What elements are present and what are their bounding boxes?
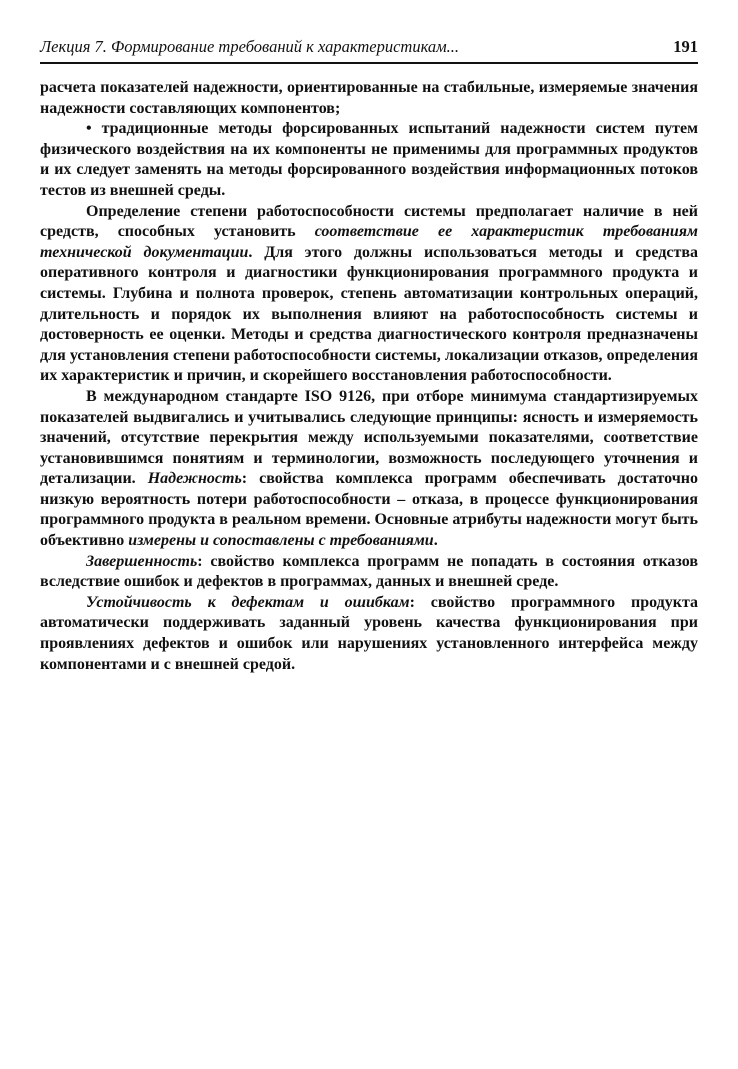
running-header (40, 32, 698, 64)
standard-name: ISO 9126 (304, 387, 372, 405)
emphasized-term: Надежность (147, 470, 242, 488)
running-header-title: Лекция 7. Формирование требований к характеристикам... (40, 37, 460, 56)
text-run: . Для этого должны использоваться методы и средства оперативного контроля и диагностики функционирования программного продукта и системы. Глубина и полнота проверок, степень автоматизации контрольных операций, длительность и порядок их выполнения влияют на работоспособность системы и достоверность ее оценки. Методы и средства диагностического контроля предназначены для установления степени работоспособности системы, локализации отказов, определения их характеристик и причин, и скорейшего восстановления работоспособности. (40, 243, 699, 385)
body-text (40, 78, 698, 675)
paragraph (40, 78, 698, 119)
emphasized-term: Устойчивость к дефектам и ошибкам (86, 593, 410, 611)
text-run: • традиционные методы форсированных испытаний надежности систем путем физического воздействия на их компоненты не применимы для программных продуктов и их следует заменять на методы форсированного воздействия информационных потоков тестов из внешней среды. (40, 120, 698, 199)
text-run: расчета показателей надежности, ориентированные на стабильные, измеряемые значения надежности составляющих компонентов; (40, 79, 698, 117)
emphasized-term: Завершенность (86, 552, 198, 570)
paragraph (40, 202, 698, 387)
text-run: . (433, 532, 438, 550)
paragraph (40, 387, 698, 552)
text-run: Определение степени работоспособности системы предполагает наличие в ней средств, способных установить (40, 202, 698, 241)
text-run: , при отборе минимума стандартизируемых показателей выдвигались и учитывались следующие принципы: ясность и измеряемость значений, отсутствие перекрытия между используемыми показателями, соответствие установившимся понятиям и терминологии, возможность последующего уточнения и детализации. (40, 387, 698, 488)
text-run: В международном стандарте (86, 387, 305, 405)
text-run: : свойство комплекса программ не попадать в состояния отказов вследствие ошибок и дефектов в программах, данных и внешней среде. (40, 552, 698, 591)
paragraph (40, 119, 698, 201)
page-number: 191 (673, 37, 698, 56)
paragraph (40, 552, 698, 593)
text-run: : свойства комплекса программ обеспечивать достаточно низкую вероятность потери работоспособности – отказа, в процессе функционирования программного продукта в реальном времени. Основные атрибуты надежности могут быть объективно (40, 470, 698, 550)
emphasized-term: соответствие ее характеристик требованиям технической документации (40, 223, 698, 261)
emphasized-term: измерены и сопоставлены с требованиями (128, 532, 434, 550)
paragraph (40, 593, 698, 675)
text-run: : свойство программного продукта автоматически поддерживать заданный уровень качества функционирования при проявлениях дефектов и ошибок или нарушениях установленного интерфейса между компонентами и с внешней средой. (40, 593, 699, 673)
